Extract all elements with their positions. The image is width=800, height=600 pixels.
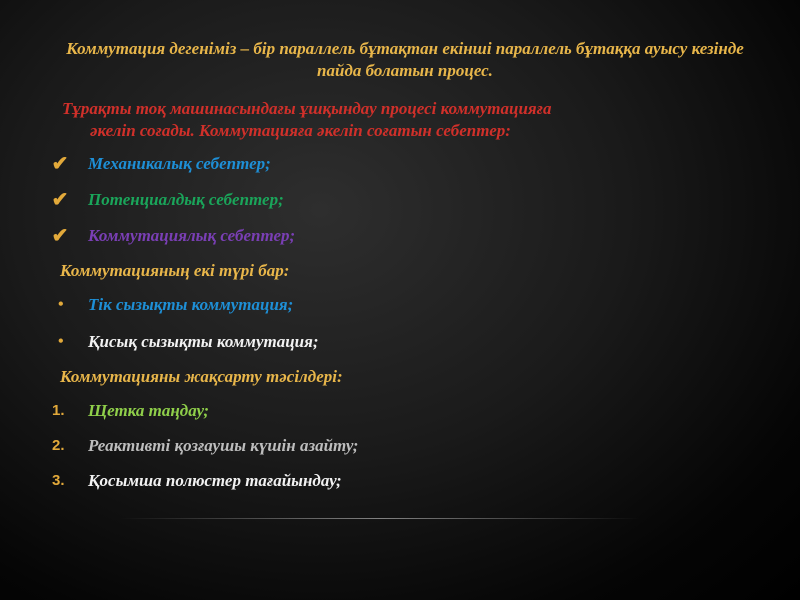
intro-text bbox=[62, 98, 712, 142]
method-label: Щетка таңдау; bbox=[88, 401, 210, 420]
method-number: 2. bbox=[52, 437, 65, 454]
types-heading: Коммутацияның екі түрі бар: bbox=[60, 261, 290, 280]
checkmark-icon: ✔ bbox=[51, 189, 69, 211]
checkmark-icon: ✔ bbox=[51, 225, 69, 247]
intro-line-2: әкеліп соғады. Коммутацияға әкеліп соғатын себептер: bbox=[90, 121, 511, 140]
method-label: Қосымша полюстер тағайындау; bbox=[88, 471, 342, 490]
method-label: Реактивті қозғаушы күшін азайту; bbox=[88, 436, 359, 455]
methods-heading: Коммутацияны жақсарту тәсілдері: bbox=[60, 367, 343, 386]
divider-line bbox=[120, 518, 640, 519]
cause-label: Механикалық себептер; bbox=[88, 154, 271, 173]
slide-heading: Коммутация дегеніміз – бір параллель бұтақтан екінші параллель бұтаққа ауысу кезінде пайда болатын процес. bbox=[66, 39, 744, 80]
bullet-dot-icon: • bbox=[58, 296, 64, 313]
checkmark-icon: ✔ bbox=[51, 153, 69, 175]
intro-line-1: Тұрақты тоқ машинасындағы ұшқындау процесі коммутацияға bbox=[62, 99, 552, 118]
cause-label: Коммутациялық себептер; bbox=[88, 226, 296, 245]
cause-label: Потенциалдық себептер; bbox=[88, 190, 284, 209]
bullet-dot-icon: • bbox=[58, 333, 64, 350]
method-number: 1. bbox=[52, 402, 65, 419]
type-label: Қисық сызықты коммутация; bbox=[88, 332, 319, 351]
type-label: Тік сызықты коммутация; bbox=[88, 295, 294, 314]
method-number: 3. bbox=[52, 472, 65, 489]
